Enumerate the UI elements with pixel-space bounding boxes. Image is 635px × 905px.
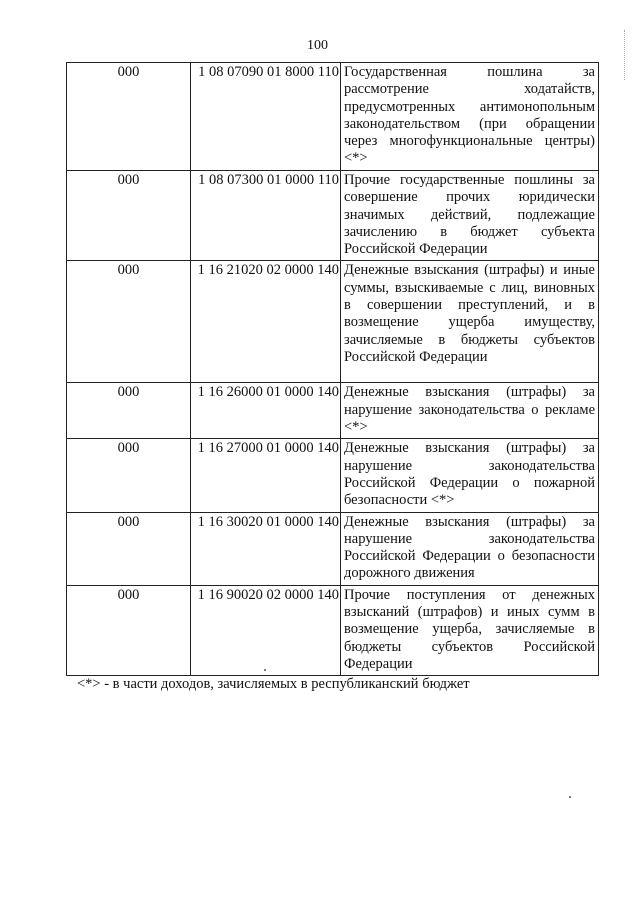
- table-row: [67, 261, 599, 383]
- revenue-code-cell: 1 16 30020 01 0000 140: [191, 512, 341, 585]
- revenue-codes-table: [66, 62, 599, 676]
- revenue-name-cell: Денежные взыскания (штрафы) за нарушение законодательства Российской Федерации о безопасности дорожного движения: [341, 512, 599, 585]
- revenue-code-cell: 1 08 07300 01 0000 110: [191, 171, 341, 261]
- revenue-code-cell: 1 16 27000 01 0000 140: [191, 439, 341, 512]
- scan-speck: [569, 796, 571, 798]
- revenue-name-cell: Прочие государственные пошлины за совершение прочих юридически значимых действий, подлежащие зачислению в бюджет субъекта Российской Федерации: [341, 171, 599, 261]
- admin-code-cell: 000: [67, 512, 191, 585]
- table-row: [67, 171, 599, 261]
- revenue-name-cell: Денежные взыскания (штрафы) за нарушение законодательства о рекламе <*>: [341, 383, 599, 439]
- admin-code-cell: 000: [67, 63, 191, 171]
- footnote: <*> - в части доходов, зачисляемых в республиканский бюджет: [77, 676, 470, 692]
- revenue-name-cell: Денежные взыскания (штрафы) и иные суммы, взыскиваемые с лиц, виновных в совершении преступлений, и в возмещение ущерба имуществу, зачисляемые в бюджеты субъектов Российской Федерации: [341, 261, 599, 383]
- table-row: [67, 512, 599, 585]
- table-row: [67, 383, 599, 439]
- table-row: [67, 63, 599, 171]
- revenue-name-cell: Государственная пошлина за рассмотрение ходатайств, предусмотренных антимонопольным законодательством (при обращении через многофункциональные центры) <*>: [341, 63, 599, 171]
- scan-edge-artifact: [624, 30, 635, 80]
- revenue-name-cell: Прочие поступления от денежных взысканий (штрафов) и иных сумм в возмещение ущерба, зачисляемые в бюджеты субъектов Российской Федерации: [341, 585, 599, 675]
- scan-speck: [264, 669, 266, 671]
- admin-code-cell: 000: [67, 383, 191, 439]
- revenue-code-cell: 1 08 07090 01 8000 110: [191, 63, 341, 171]
- revenue-code-cell: 1 16 21020 02 0000 140: [191, 261, 341, 383]
- table-row: [67, 585, 599, 675]
- revenue-code-cell: 1 16 26000 01 0000 140: [191, 383, 341, 439]
- admin-code-cell: 000: [67, 585, 191, 675]
- revenue-name-cell: Денежные взыскания (штрафы) за нарушение законодательства Российской Федерации о пожарной безопасности <*>: [341, 439, 599, 512]
- revenue-code-cell: 1 16 90020 02 0000 140: [191, 585, 341, 675]
- table-row: [67, 439, 599, 512]
- admin-code-cell: 000: [67, 261, 191, 383]
- admin-code-cell: 000: [67, 171, 191, 261]
- admin-code-cell: 000: [67, 439, 191, 512]
- page-number: 100: [307, 38, 328, 53]
